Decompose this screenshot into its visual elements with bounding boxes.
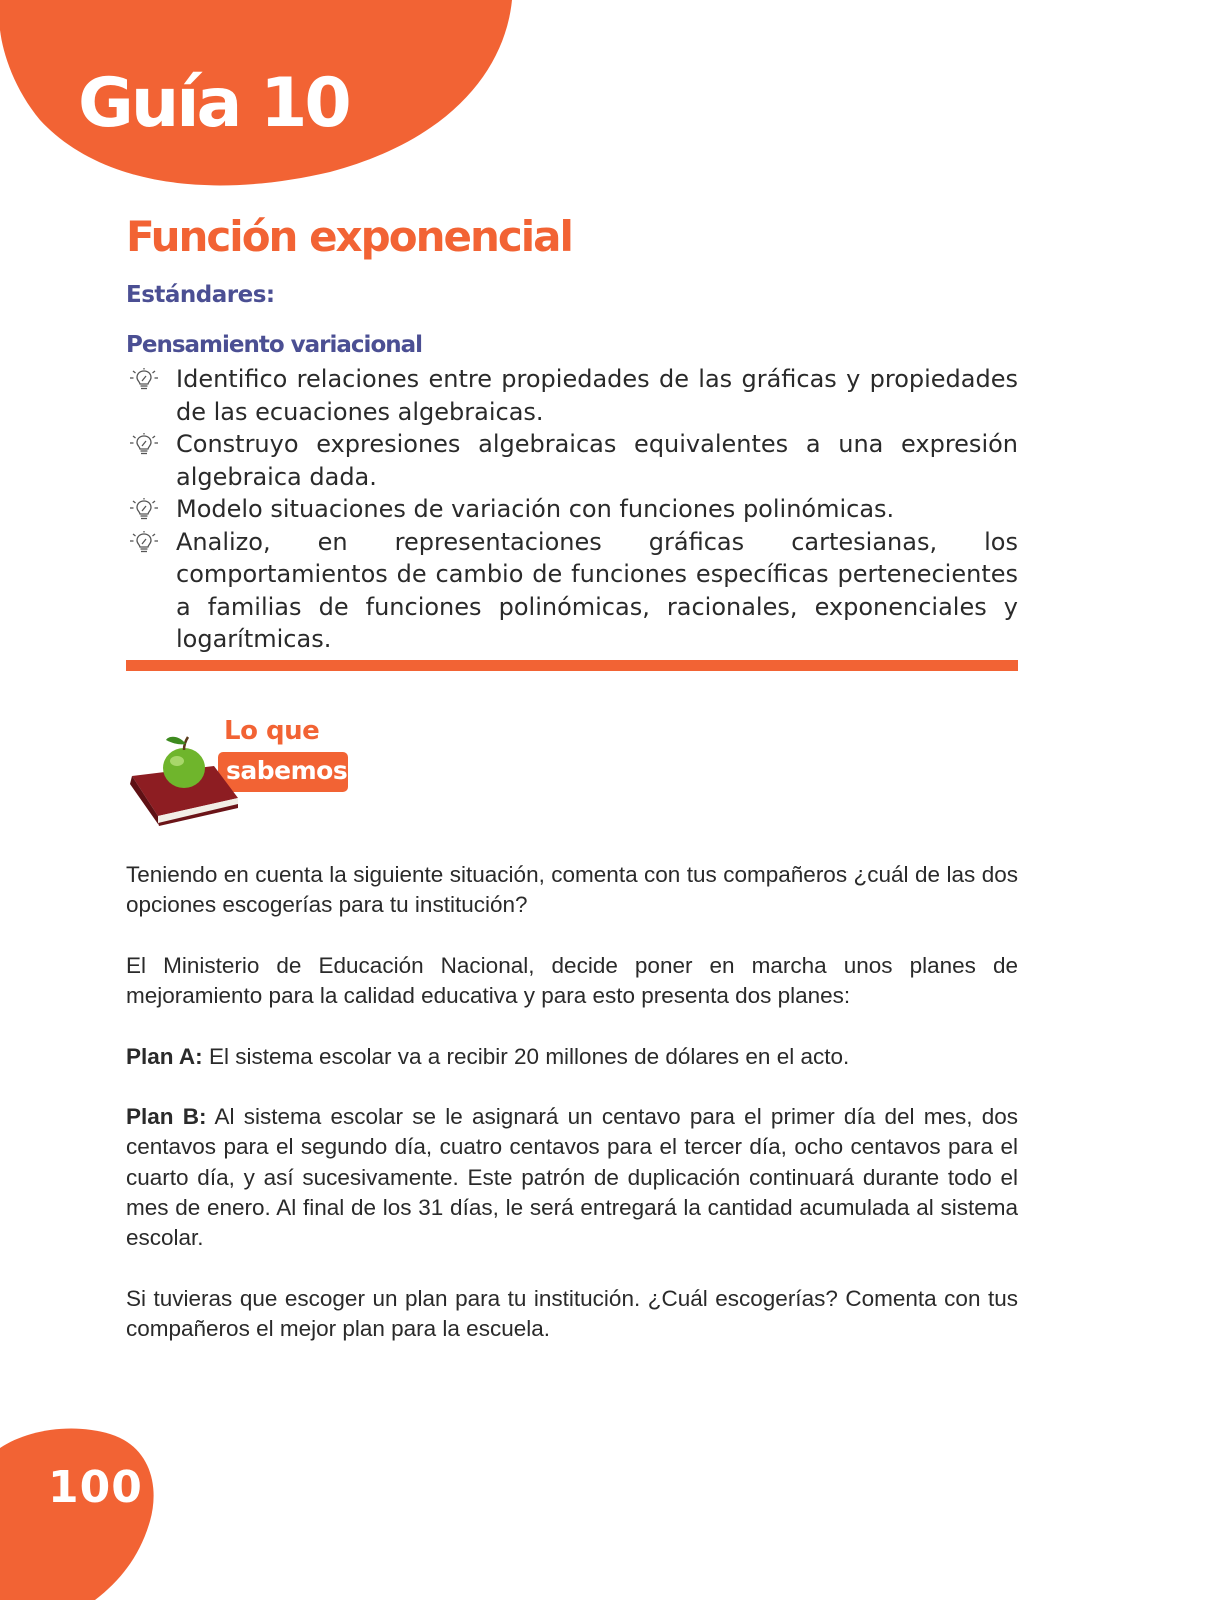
standards-list-item: [126, 493, 1018, 526]
intro-paragraph: Teniendo en cuenta la siguiente situación, comenta con tus compañeros ¿cuál de las dos opciones escogerías para tu institución?: [126, 862, 1018, 918]
context-paragraph: El Ministerio de Educación Nacional, decide poner en marcha unos planes de mejoramiento para la calidad educativa y para esto presenta dos planes:: [126, 953, 1018, 1009]
plan-a-paragraph: [126, 1042, 1018, 1072]
standard-text: Construyo expresiones algebraicas equivalentes a una expresión algebraica dada.: [176, 430, 1018, 491]
lightbulb-icon: [128, 531, 160, 555]
standard-text: Identifico relaciones entre propiedades de las gráficas y propiedades de las ecuaciones algebraicas.: [176, 365, 1018, 426]
standard-text: Analizo, en representaciones gráficas cartesianas, los comportamientos de cambio de funciones específicas pertenecientes a familias de funciones polinómicas, racionales, exponenciales y logarítmicas.: [176, 527, 1018, 653]
page-number-shape: [0, 1426, 170, 1600]
standards-list-item: [126, 363, 1018, 428]
lightbulb-icon: [128, 433, 160, 457]
standards-heading: Estándares:: [126, 282, 275, 308]
lightbulb-icon: [128, 368, 160, 392]
standards-list-item: [126, 526, 1018, 656]
topic-title: Función exponencial: [126, 212, 572, 261]
standards-subheading: Pensamiento variacional: [126, 332, 423, 358]
standards-list: [126, 363, 1018, 656]
standards-list-item: [126, 428, 1018, 493]
plan-b-text: Al sistema escolar se le asignará un centavo para el primer día del mes, dos centavos para el segundo día, cuatro centavos para el tercer día, ocho centavos para el cuarto día, y así sucesivamente. Este patrón de duplicación continuará durante todo el mes de enero. Al final de los 31 días, le será entregará la cantidad acumulada al sistema escolar.: [126, 1104, 1018, 1251]
plan-a-label: Plan A:: [126, 1044, 203, 1069]
closing-paragraph: Si tuvieras que escoger un plan para tu institución. ¿Cuál escogerías? Comenta con tus compañeros el mejor plan para la escuela.: [126, 1286, 1018, 1342]
page-number: 100: [48, 1462, 143, 1513]
standard-text: Modelo situaciones de variación con funciones polinómicas.: [176, 495, 895, 523]
guide-title: Guía 10: [78, 64, 349, 143]
lightbulb-icon: [128, 498, 160, 522]
section-badge-label-bottom: sabemos: [226, 756, 348, 785]
plan-b-label: Plan B:: [126, 1104, 207, 1129]
plan-b-paragraph: [126, 1102, 1018, 1253]
plan-a-text: El sistema escolar va a recibir 20 millones de dólares en el acto.: [202, 1044, 850, 1069]
section-divider: [126, 660, 1018, 671]
section-badge-label-top: Lo que: [224, 716, 320, 746]
